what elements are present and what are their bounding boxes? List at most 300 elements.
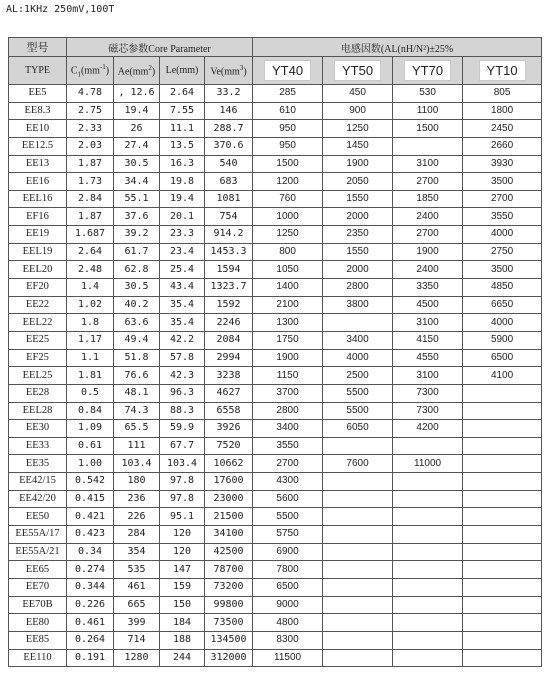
cell-yt40: 1000 <box>253 208 323 226</box>
cell-ve: 1592 <box>205 296 253 314</box>
cell-yt50: 1550 <box>323 243 393 261</box>
cell-c1: 0.344 <box>67 578 114 596</box>
cell-yt50: 5500 <box>323 384 393 402</box>
cell-yt40: 5750 <box>253 526 323 544</box>
cell-type: EE28 <box>9 384 67 402</box>
cell-yt40: 2100 <box>253 296 323 314</box>
cell-type: EE5 <box>9 85 67 103</box>
cell-yt40: 1200 <box>253 173 323 191</box>
cell-yt70 <box>393 526 463 544</box>
table-row <box>9 649 542 667</box>
cell-ve: 1453.3 <box>205 243 253 261</box>
cell-yt70: 3350 <box>393 279 463 297</box>
cell-yt40: 11500 <box>253 649 323 667</box>
cell-yt10 <box>463 455 542 473</box>
cell-le: 16.3 <box>160 155 205 173</box>
cell-yt50: 2800 <box>323 279 393 297</box>
cell-yt10 <box>463 490 542 508</box>
le-header: Le(mm) <box>160 57 205 85</box>
cell-c1: 0.5 <box>67 384 114 402</box>
cell-type: EE33 <box>9 437 67 455</box>
cell-yt70 <box>393 508 463 526</box>
cell-yt70: 530 <box>393 85 463 103</box>
cell-ve: 754 <box>205 208 253 226</box>
cell-le: 13.5 <box>160 137 205 155</box>
cell-yt50 <box>323 508 393 526</box>
cell-ve: 17600 <box>205 473 253 491</box>
cell-yt50 <box>323 437 393 455</box>
table-header <box>9 38 542 85</box>
cell-c1: 1.87 <box>67 155 114 173</box>
table-row <box>9 173 542 191</box>
cell-ve: 42500 <box>205 543 253 561</box>
cell-yt70 <box>393 543 463 561</box>
cell-c1: 2.84 <box>67 190 114 208</box>
cell-yt70: 1850 <box>393 190 463 208</box>
cell-le: 11.1 <box>160 120 205 138</box>
cell-yt10 <box>463 384 542 402</box>
cell-ve: 3238 <box>205 367 253 385</box>
table-row <box>9 490 542 508</box>
cell-yt70: 3100 <box>393 155 463 173</box>
cell-ae: , 12.6 <box>114 85 160 103</box>
cell-yt70: 1500 <box>393 120 463 138</box>
table-row <box>9 578 542 596</box>
cell-le: 95.1 <box>160 508 205 526</box>
cell-yt50 <box>323 490 393 508</box>
cell-ve: 4627 <box>205 384 253 402</box>
cell-yt40: 1150 <box>253 367 323 385</box>
table-row <box>9 402 542 420</box>
cell-yt70: 2400 <box>393 208 463 226</box>
cell-ae: 19.4 <box>114 102 160 120</box>
cell-yt50 <box>323 614 393 632</box>
cell-yt10 <box>463 543 542 561</box>
cell-yt10: 1800 <box>463 102 542 120</box>
table-row <box>9 508 542 526</box>
ae-header: $Ae(mm^2)$ <box>114 57 160 85</box>
table-row <box>9 455 542 473</box>
cell-le: 244 <box>160 649 205 667</box>
cell-type: EE30 <box>9 420 67 438</box>
cell-yt10 <box>463 578 542 596</box>
cell-c1: 0.461 <box>67 614 114 632</box>
cell-ve: 33.2 <box>205 85 253 103</box>
cell-c1: 1.81 <box>67 367 114 385</box>
cell-type: EF25 <box>9 349 67 367</box>
ve-header: $Ve(mm^3)$ <box>205 57 253 85</box>
table-row <box>9 102 542 120</box>
cell-yt70 <box>393 649 463 667</box>
cell-ae: 1280 <box>114 649 160 667</box>
cell-c1: 1.687 <box>67 226 114 244</box>
cell-yt40: 285 <box>253 85 323 103</box>
cell-c1: 0.264 <box>67 631 114 649</box>
cell-type: EEL28 <box>9 402 67 420</box>
cell-c1: 1.1 <box>67 349 114 367</box>
core-parameter-table <box>8 37 542 667</box>
cell-yt50: 1900 <box>323 155 393 173</box>
cell-yt10: 4000 <box>463 226 542 244</box>
cell-le: 42.3 <box>160 367 205 385</box>
cell-c1: 0.61 <box>67 437 114 455</box>
cell-c1: 0.84 <box>67 402 114 420</box>
cell-yt70: 1900 <box>393 243 463 261</box>
table-row <box>9 420 542 438</box>
cell-type: EE42/20 <box>9 490 67 508</box>
cell-yt70: 1100 <box>393 102 463 120</box>
cell-c1: 0.274 <box>67 561 114 579</box>
cell-yt10: 3930 <box>463 155 542 173</box>
cell-ae: 26 <box>114 120 160 138</box>
cell-yt50: 1450 <box>323 137 393 155</box>
table-row <box>9 208 542 226</box>
cell-ae: 461 <box>114 578 160 596</box>
table-row <box>9 279 542 297</box>
cell-type: EE8.3 <box>9 102 67 120</box>
cell-type: EEL19 <box>9 243 67 261</box>
cell-le: 2.64 <box>160 85 205 103</box>
table-row <box>9 543 542 561</box>
cell-c1: 0.191 <box>67 649 114 667</box>
cell-yt70: 2700 <box>393 173 463 191</box>
cell-yt10 <box>463 596 542 614</box>
cell-le: 42.2 <box>160 331 205 349</box>
cell-le: 23.3 <box>160 226 205 244</box>
cell-yt10: 2750 <box>463 243 542 261</box>
cell-ae: 62.8 <box>114 261 160 279</box>
table-row <box>9 473 542 491</box>
cell-type: EF16 <box>9 208 67 226</box>
cell-c1: 1.87 <box>67 208 114 226</box>
cell-yt50: 4000 <box>323 349 393 367</box>
cell-yt70 <box>393 596 463 614</box>
cell-le: 159 <box>160 578 205 596</box>
cell-yt40: 4800 <box>253 614 323 632</box>
cell-yt70 <box>393 473 463 491</box>
cell-le: 120 <box>160 543 205 561</box>
cell-yt40: 1400 <box>253 279 323 297</box>
cell-c1: 0.542 <box>67 473 114 491</box>
cell-c1: 1.73 <box>67 173 114 191</box>
cell-yt10 <box>463 631 542 649</box>
cell-ae: 40.2 <box>114 296 160 314</box>
table-row <box>9 137 542 155</box>
table-body <box>9 85 542 667</box>
cell-ae: 37.6 <box>114 208 160 226</box>
grade-header-yt50: YT50 <box>323 57 393 85</box>
cell-ve: 73500 <box>205 614 253 632</box>
cell-ae: 55.1 <box>114 190 160 208</box>
cell-type: EE110 <box>9 649 67 667</box>
cell-ve: 2246 <box>205 314 253 332</box>
cell-c1: 0.423 <box>67 526 114 544</box>
cell-yt70: 2400 <box>393 261 463 279</box>
cell-type: EE70B <box>9 596 67 614</box>
cell-yt50: 5500 <box>323 402 393 420</box>
cell-ve: 288.7 <box>205 120 253 138</box>
cell-yt40: 8300 <box>253 631 323 649</box>
cell-yt50: 2000 <box>323 261 393 279</box>
cell-ae: 63.6 <box>114 314 160 332</box>
cell-le: 188 <box>160 631 205 649</box>
table-row <box>9 384 542 402</box>
cell-ae: 236 <box>114 490 160 508</box>
cell-type: EE55A/17 <box>9 526 67 544</box>
cell-yt50 <box>323 314 393 332</box>
table-row <box>9 85 542 103</box>
cell-yt70: 4550 <box>393 349 463 367</box>
cell-yt40: 950 <box>253 120 323 138</box>
cell-ae: 65.5 <box>114 420 160 438</box>
cell-c1: 4.78 <box>67 85 114 103</box>
cell-yt50 <box>323 596 393 614</box>
cell-yt70 <box>393 490 463 508</box>
cell-yt10 <box>463 420 542 438</box>
cell-yt10: 6500 <box>463 349 542 367</box>
cell-yt70: 3100 <box>393 367 463 385</box>
cell-ae: 103.4 <box>114 455 160 473</box>
table-row <box>9 314 542 332</box>
cell-yt50: 3400 <box>323 331 393 349</box>
cell-yt50: 7600 <box>323 455 393 473</box>
cell-le: 67.7 <box>160 437 205 455</box>
table-row <box>9 120 542 138</box>
cell-c1: 2.64 <box>67 243 114 261</box>
cell-le: 147 <box>160 561 205 579</box>
cell-c1: 1.02 <box>67 296 114 314</box>
cell-yt50: 900 <box>323 102 393 120</box>
cell-yt70: 4200 <box>393 420 463 438</box>
cell-type: EE55A/21 <box>9 543 67 561</box>
grade-header-yt40: YT40 <box>253 57 323 85</box>
cell-yt10: 4850 <box>463 279 542 297</box>
cell-yt10: 4100 <box>463 367 542 385</box>
cell-le: 59.9 <box>160 420 205 438</box>
cell-yt70 <box>393 137 463 155</box>
cell-ae: 714 <box>114 631 160 649</box>
cell-ve: 1081 <box>205 190 253 208</box>
cell-yt40: 7800 <box>253 561 323 579</box>
cell-ve: 21500 <box>205 508 253 526</box>
cell-yt40: 1900 <box>253 349 323 367</box>
table-row <box>9 596 542 614</box>
cell-ve: 683 <box>205 173 253 191</box>
cell-type: EF20 <box>9 279 67 297</box>
cell-yt50: 1550 <box>323 190 393 208</box>
cell-ve: 78700 <box>205 561 253 579</box>
cell-yt40: 1250 <box>253 226 323 244</box>
cell-le: 150 <box>160 596 205 614</box>
cell-yt10: 3500 <box>463 173 542 191</box>
cell-yt50 <box>323 649 393 667</box>
cell-yt40: 4300 <box>253 473 323 491</box>
cell-le: 103.4 <box>160 455 205 473</box>
cell-le: 96.3 <box>160 384 205 402</box>
cell-yt40: 1750 <box>253 331 323 349</box>
cell-yt40: 2800 <box>253 402 323 420</box>
cell-type: EEL22 <box>9 314 67 332</box>
cell-le: 35.4 <box>160 314 205 332</box>
cell-type: EE85 <box>9 631 67 649</box>
cell-ae: 111 <box>114 437 160 455</box>
cell-type: EE25 <box>9 331 67 349</box>
cell-le: 19.4 <box>160 190 205 208</box>
cell-type: EE22 <box>9 296 67 314</box>
cell-yt40: 3400 <box>253 420 323 438</box>
table-row <box>9 190 542 208</box>
table-row <box>9 561 542 579</box>
cell-ae: 226 <box>114 508 160 526</box>
cell-ae: 76.6 <box>114 367 160 385</box>
cell-ve: 1323.7 <box>205 279 253 297</box>
cell-ve: 34100 <box>205 526 253 544</box>
cell-yt40: 3550 <box>253 437 323 455</box>
cell-yt40: 1500 <box>253 155 323 173</box>
cell-le: 88.3 <box>160 402 205 420</box>
cell-yt40: 610 <box>253 102 323 120</box>
cell-yt70: 4500 <box>393 296 463 314</box>
table-row <box>9 614 542 632</box>
cell-le: 120 <box>160 526 205 544</box>
cell-yt50: 2350 <box>323 226 393 244</box>
cell-ve: 2084 <box>205 331 253 349</box>
cell-c1: 1.17 <box>67 331 114 349</box>
cell-ve: 7520 <box>205 437 253 455</box>
cell-le: 184 <box>160 614 205 632</box>
cell-yt70: 7300 <box>393 402 463 420</box>
cell-c1: 1.8 <box>67 314 114 332</box>
cell-ae: 74.3 <box>114 402 160 420</box>
cell-yt10: 2660 <box>463 137 542 155</box>
cell-yt10 <box>463 561 542 579</box>
cell-c1: 0.34 <box>67 543 114 561</box>
cell-type: EE13 <box>9 155 67 173</box>
cell-type: EE42/15 <box>9 473 67 491</box>
cell-ae: 665 <box>114 596 160 614</box>
test-condition: AL:1KHz 250mV,100T <box>6 4 115 15</box>
cell-yt10 <box>463 508 542 526</box>
cell-le: 25.4 <box>160 261 205 279</box>
cell-le: 20.1 <box>160 208 205 226</box>
cell-ve: 2994 <box>205 349 253 367</box>
cell-yt40: 5600 <box>253 490 323 508</box>
cell-yt50 <box>323 631 393 649</box>
cell-c1: 1.09 <box>67 420 114 438</box>
table-row <box>9 437 542 455</box>
cell-yt70 <box>393 578 463 596</box>
cell-ae: 284 <box>114 526 160 544</box>
table-row <box>9 331 542 349</box>
cell-yt40: 5500 <box>253 508 323 526</box>
cell-yt10: 3500 <box>463 261 542 279</box>
cell-c1: 0.421 <box>67 508 114 526</box>
al-header: 电感因数(AL(nH/N²)±25% <box>253 38 542 57</box>
table-row <box>9 243 542 261</box>
table-row <box>9 155 542 173</box>
cell-yt40: 6900 <box>253 543 323 561</box>
table-row <box>9 261 542 279</box>
cell-c1: 1.4 <box>67 279 114 297</box>
cell-yt50 <box>323 561 393 579</box>
cell-ve: 10662 <box>205 455 253 473</box>
cell-ve: 312000 <box>205 649 253 667</box>
cell-yt10: 805 <box>463 85 542 103</box>
cell-yt70: 11000 <box>393 455 463 473</box>
cell-yt70: 3100 <box>393 314 463 332</box>
cell-yt40: 1300 <box>253 314 323 332</box>
cell-ae: 39.2 <box>114 226 160 244</box>
cell-yt50 <box>323 543 393 561</box>
cell-type: EEL20 <box>9 261 67 279</box>
cell-yt50: 1250 <box>323 120 393 138</box>
cell-c1: 2.75 <box>67 102 114 120</box>
cell-type: EEL25 <box>9 367 67 385</box>
cell-ae: 180 <box>114 473 160 491</box>
cell-yt50: 450 <box>323 85 393 103</box>
table-row <box>9 349 542 367</box>
cell-yt50 <box>323 473 393 491</box>
cell-yt70 <box>393 631 463 649</box>
cell-yt10: 6650 <box>463 296 542 314</box>
cell-yt40: 2700 <box>253 455 323 473</box>
cell-type: EE19 <box>9 226 67 244</box>
cell-type: EE70 <box>9 578 67 596</box>
cell-c1: 0.415 <box>67 490 114 508</box>
table-row <box>9 226 542 244</box>
grade-header-yt10: YT10 <box>463 57 542 85</box>
cell-type: EE16 <box>9 173 67 191</box>
cell-yt40: 6500 <box>253 578 323 596</box>
cell-le: 35.4 <box>160 296 205 314</box>
cell-ve: 540 <box>205 155 253 173</box>
cell-ae: 30.5 <box>114 155 160 173</box>
model-header-en: TYPE <box>9 57 67 85</box>
cell-le: 19.8 <box>160 173 205 191</box>
cell-type: EE10 <box>9 120 67 138</box>
cell-le: 97.8 <box>160 490 205 508</box>
c1-header: $C_1(mm^{-1})$ <box>67 57 114 85</box>
table-row <box>9 296 542 314</box>
cell-yt50 <box>323 578 393 596</box>
cell-ae: 34.4 <box>114 173 160 191</box>
cell-yt40: 9000 <box>253 596 323 614</box>
cell-yt70: 4150 <box>393 331 463 349</box>
cell-type: EE65 <box>9 561 67 579</box>
model-header-cn: 型号 <box>9 38 67 57</box>
cell-yt10 <box>463 526 542 544</box>
cell-yt50: 2500 <box>323 367 393 385</box>
cell-yt70 <box>393 614 463 632</box>
cell-yt40: 3700 <box>253 384 323 402</box>
cell-ve: 73200 <box>205 578 253 596</box>
cell-ve: 134500 <box>205 631 253 649</box>
cell-type: EEL16 <box>9 190 67 208</box>
cell-yt10: 2700 <box>463 190 542 208</box>
cell-ae: 48.1 <box>114 384 160 402</box>
cell-c1: 0.226 <box>67 596 114 614</box>
cell-ve: 914.2 <box>205 226 253 244</box>
cell-type: EE12.5 <box>9 137 67 155</box>
cell-yt10 <box>463 402 542 420</box>
cell-ae: 399 <box>114 614 160 632</box>
cell-ae: 51.8 <box>114 349 160 367</box>
cell-ve: 370.6 <box>205 137 253 155</box>
cell-yt10: 5900 <box>463 331 542 349</box>
cell-le: 43.4 <box>160 279 205 297</box>
cell-c1: 2.48 <box>67 261 114 279</box>
cell-yt40: 800 <box>253 243 323 261</box>
